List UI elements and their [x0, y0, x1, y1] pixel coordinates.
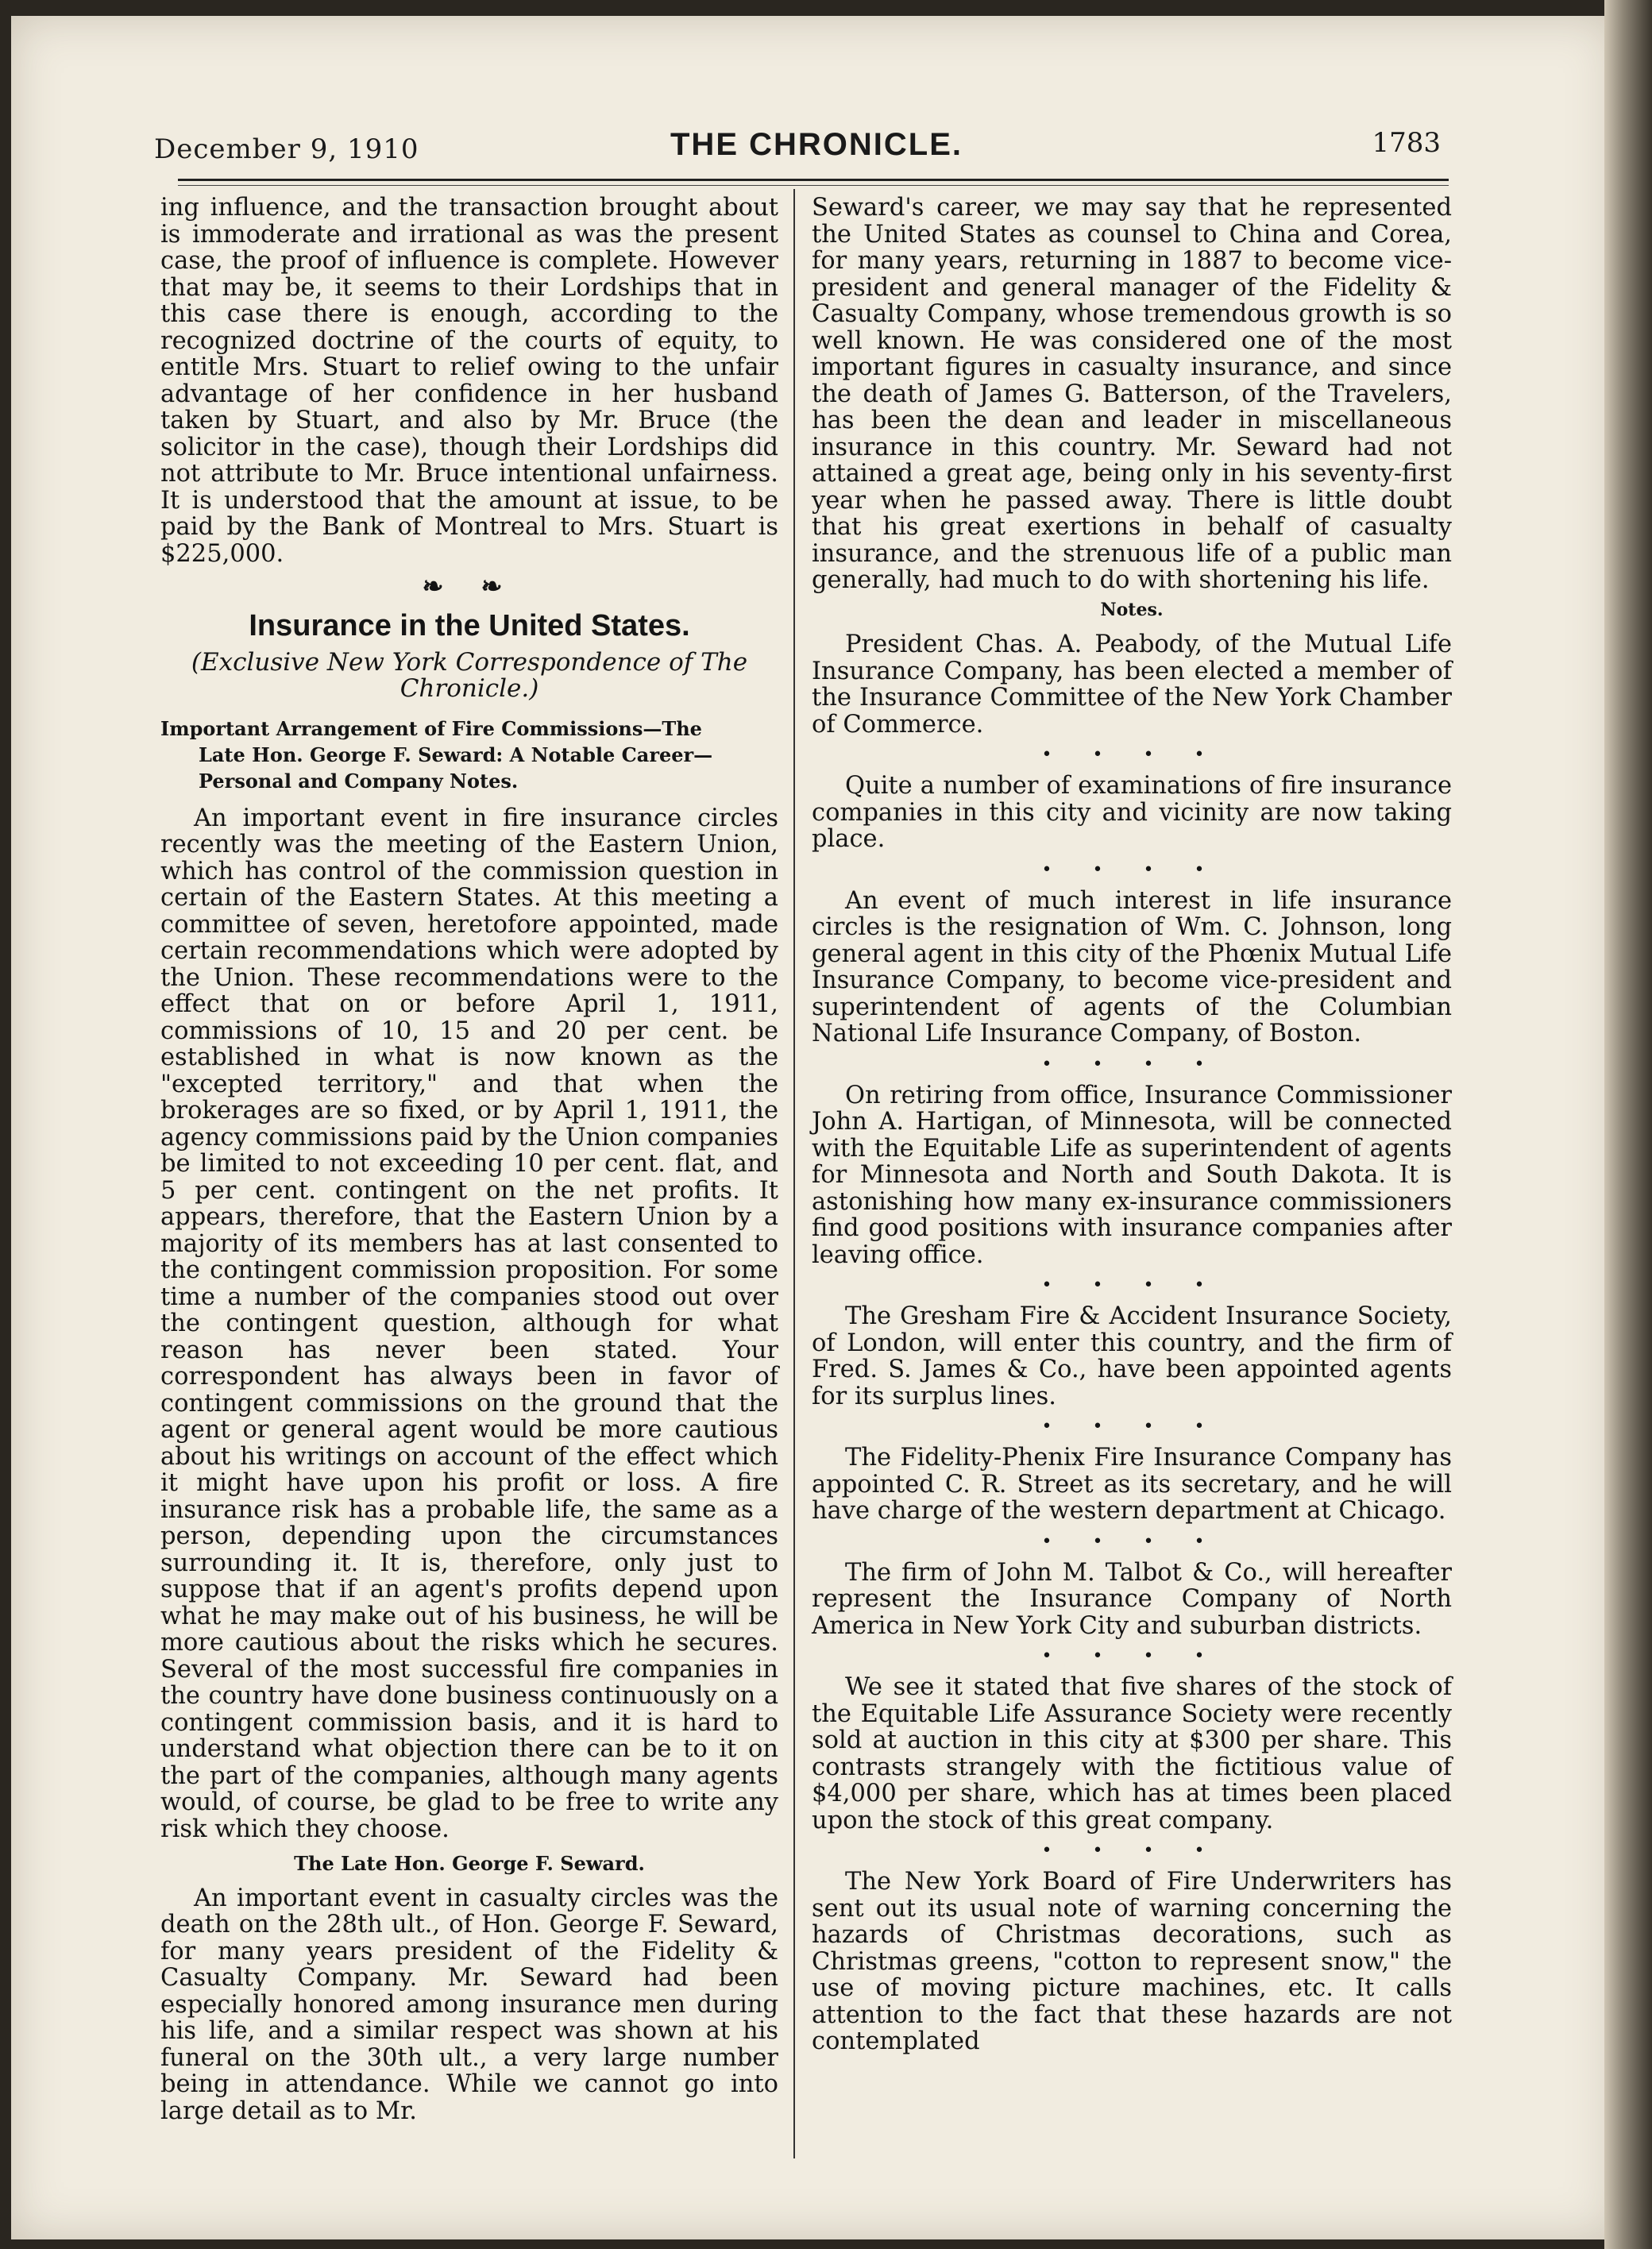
note-separator: • • • •	[1041, 1841, 1222, 1861]
publication-title: THE CHRONICLE.	[670, 127, 963, 162]
note-item: An event of much interest in life insurance circles is the resignation of Wm. C. Johnson, long general agent in this city of the Phœnix Mutual Life Insurance Company, to become vice-president and superintendent of agents of the Columbian National Life Insurance Company, of Boston.	[812, 886, 1452, 1047]
page-number: 1783	[1372, 127, 1441, 159]
article-paragraph: An important event in fire insurance circles recently was the meeting of the Eastern Union, which has control of the commission question in certain of the Eastern States. At this meeting a committee of seven, heretofore appointed, made certain recommendations which were adopted by the Union. These recommendations were to the effect that on or before April 1, 1911, commissions of 10, 15 and 20 per cent. be established in what is now known as the "excepted territory," and that when the brokerages are so fixed, or by April 1, 1911, the agency commissions paid by the Union companies be limited to not exceeding 10 per cent. flat, and 5 per cent. contingent on the net profits. It appears, therefore, that the Eastern Union by a majority of its members has at last consented to the contingent commission proposition. For some time a number of the companies stood out over the contingent question, although for what reason has never been stated. Your correspondent has always been in favor of contingent commissions on the ground that the agent or general agent would be more cautious about his writings on account of the effect which it might have upon his profit or loss. A fire insurance risk has a probable life, the same as a person, depending upon the circumstances surrounding it. It is, therefore, only just to suppose that if an agent's profits depend upon what he may make out of his business, he will be more cautious about the risks which he secures. Several of the most successful fire companies in the country have done business continuously on a contingent commission basis, and it is hard to understand what objection there can be to it on the part of the companies, although many agents would, of course, be glad to be free to write any risk which they choose.	[160, 804, 778, 1843]
note-item: We see it stated that five shares of the stock of the Equitable Life Assurance Society were recently sold at auction in this city at $300 per share. This contrasts strangely with the fictitious value of $4,000 per share, which has at times been placed upon the stock of this great company.	[812, 1673, 1452, 1834]
continued-paragraph: Seward's career, we may say that he represented the United States as counsel to China and Corea, for many years, returning in 1887 to become vice-president and general manager of the Fidelity & Casualty Company, whose tremendous growth is so well known. He was considered one of the most important figures in casualty insurance, and since the death of James G. Batterson, of the Travelers, has been the dean and leader in miscellaneous insurance in this country. Mr. Seward had not attained a great age, being only in his seventy-first year when he passed away. There is little doubt that his great exertions in behalf of casualty insurance, and the strenuous life of a public man generally, had much to do with shortening his life.	[812, 194, 1452, 594]
header-rule-thin	[178, 185, 1449, 186]
subhead-line: Late Hon. George F. Seward: A Notable Career—	[199, 743, 713, 766]
note-item: The Fidelity-Phenix Fire Insurance Company has appointed C. R. Street as its secretary, and he will have charge of the western department at Chicago.	[812, 1444, 1452, 1525]
article-paragraph: An important event in casualty circles was the death on the 28th ult., of Hon. George F. Seward, for many years president of the Fidelity & Casualty Company. Mr. Seward had been especially honored among insurance men during his life, and a similar respect was shown at his funeral on the 30th ult., a very large number being in attendance. While we cannot go into large detail as to Mr.	[160, 1884, 778, 2125]
note-item: President Chas. A. Peabody, of the Mutual Life Insurance Company, has been elected a member of the Insurance Committee of the New York Chamber of Commerce.	[812, 631, 1452, 739]
page-header	[154, 127, 1441, 175]
note-separator: • • • •	[1041, 745, 1222, 765]
subhead-line: Important Arrangement of Fire Commissions—The	[160, 716, 702, 740]
note-item: On retiring from office, Insurance Commissioner John A. Hartigan, of Minnesota, will be connected with the Equitable Life as superintendent of agents for Minnesota and North and South Dakota. It is astonishing how many ex-insurance commissioners find good positions with insurance companies after leaving office.	[812, 1081, 1452, 1269]
note-separator: • • • •	[1041, 1646, 1222, 1666]
subhead-line: Personal and Company Notes.	[199, 769, 519, 793]
right-column	[812, 195, 1452, 2055]
section-title: Insurance in the United States.	[249, 609, 690, 642]
article-subheading-seward: The Late Hon. George F. Seward.	[294, 1852, 645, 1875]
note-separator: • • • •	[1041, 1417, 1222, 1437]
note-separator: • • • •	[1041, 1275, 1222, 1295]
column-divider	[793, 189, 795, 2158]
book-binding-edge	[1604, 0, 1652, 2249]
issue-date: December 9, 1910	[154, 133, 419, 165]
header-rule	[178, 179, 1449, 181]
notes-heading: Notes.	[1100, 599, 1164, 620]
note-item: The Gresham Fire & Accident Insurance Society, of London, will enter this country, and the firm of Fred. S. James & Co., have been appointed agents for its surplus lines.	[812, 1302, 1452, 1410]
note-item: The firm of John M. Talbot & Co., will hereafter represent the Insurance Company of North America in New York City and suburban districts.	[812, 1558, 1452, 1640]
note-separator: • • • •	[1041, 1531, 1222, 1552]
left-column	[160, 195, 778, 2124]
continued-paragraph: ing influence, and the transaction brought about is immoderate and irrational as was the present case, the proof of influence is complete. However that may be, it seems to their Lordships that in this case there is enough, according to the recognized doctrine of the courts of equity, to entitle Mrs. Stuart to relief owing to the unfair advantage of her confidence in her husband taken by Stuart, and also by Mr. Bruce (the solicitor in the case), though their Lordships did not attribute to Mr. Bruce intentional unfairness. It is understood that the amount at issue, to be paid by the Bank of Montreal to Mrs. Stuart is $225,000.	[160, 194, 778, 568]
note-item: The New York Board of Fire Underwriters has sent out its usual note of warning concerning the hazards of Christmas decorations, such as Christmas greens, "cotton to represent snow," the use of moving picture machines, etc. It calls attention to the fact that these hazards are not contemplated	[812, 1868, 1452, 2055]
note-separator: • • • •	[1041, 859, 1222, 880]
newspaper-page	[11, 16, 1615, 2239]
article-subheading	[160, 716, 778, 794]
byline: (Exclusive New York Correspondence of The Chronicle.)	[191, 647, 748, 703]
note-separator: • • • •	[1041, 1054, 1222, 1074]
note-item: Quite a number of examinations of fire insurance companies in this city and vicinity are now taking place.	[812, 772, 1452, 853]
section-separator: ❧ ❧	[422, 571, 517, 601]
